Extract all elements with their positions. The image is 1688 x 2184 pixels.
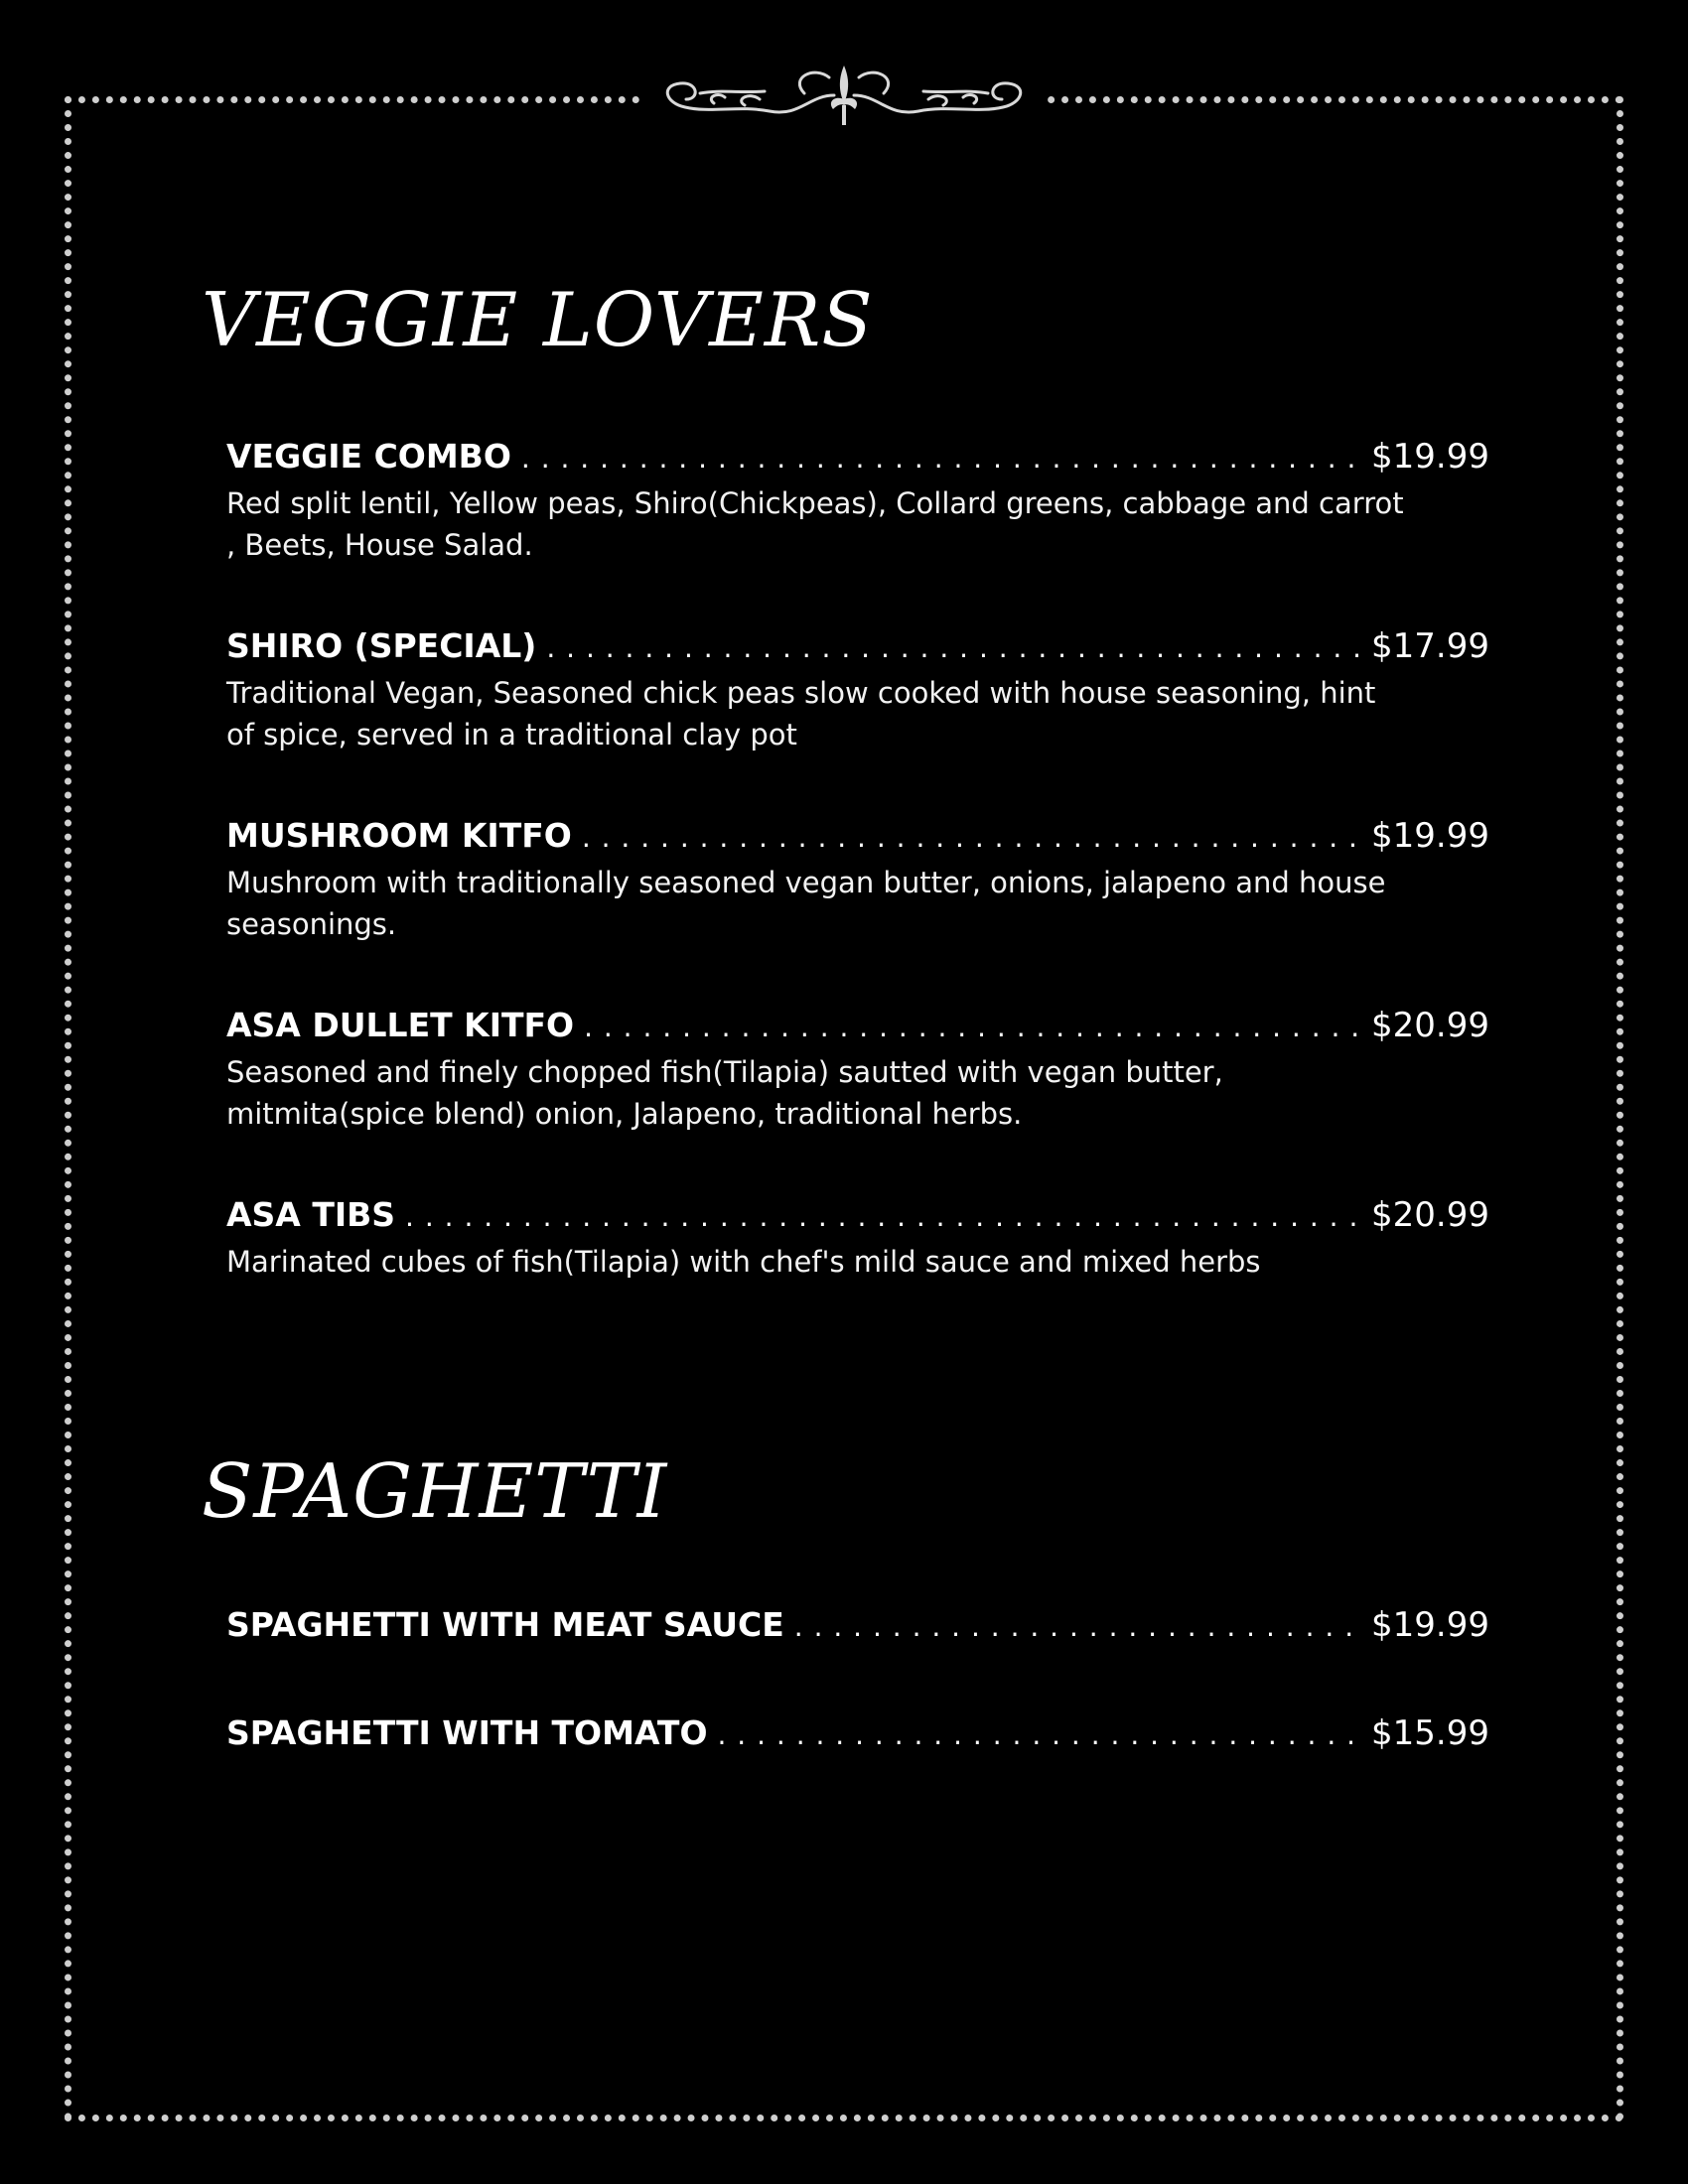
menu-item <box>226 624 1489 755</box>
item-name: SHIRO (SPECIAL) <box>226 626 537 665</box>
item-description: Traditional Vegan, Seasoned chick peas slow cooked with house seasoning, hint of spice, served in a traditional clay pot <box>226 676 1376 751</box>
dot-leader <box>582 816 1361 860</box>
menu-item <box>226 1603 1489 1649</box>
dot-leader <box>584 1006 1361 1049</box>
menu-item <box>226 435 1489 566</box>
item-description: Marinated cubes of fish(Tilapia) with chef's mild sauce and mixed herbs <box>226 1245 1261 1279</box>
item-name: SPAGHETTI WITH MEAT SAUCE <box>226 1605 784 1644</box>
dot-leader <box>405 1195 1361 1239</box>
item-price: $19.99 <box>1371 1605 1489 1645</box>
menu-item <box>226 1004 1489 1135</box>
item-name: SPAGHETTI WITH TOMATO <box>226 1713 708 1752</box>
dot-leader <box>718 1713 1362 1757</box>
menu-item <box>226 1193 1489 1283</box>
item-price: $19.99 <box>1371 437 1489 477</box>
section-title-spaghetti: SPAGHETTI <box>202 1447 668 1535</box>
dot-leader <box>546 626 1361 670</box>
item-price: $17.99 <box>1371 626 1489 666</box>
item-name: VEGGIE COMBO <box>226 437 511 476</box>
item-name: ASA DULLET KITFO <box>226 1006 575 1044</box>
section-title-veggie-lovers: VEGGIE LOVERS <box>202 276 874 363</box>
dot-leader <box>794 1605 1361 1649</box>
item-price: $20.99 <box>1371 1006 1489 1045</box>
item-description: Mushroom with traditionally seasoned vegan butter, onions, jalapeno and house seasonings. <box>226 866 1386 941</box>
item-price: $19.99 <box>1371 816 1489 856</box>
item-name: ASA TIBS <box>226 1195 396 1234</box>
item-description: Seasoned and finely chopped fish(Tilapia) sautted with vegan butter, mitmita(spice blend) onion, Jalapeno, traditional herbs. <box>226 1055 1223 1131</box>
item-price: $20.99 <box>1371 1195 1489 1235</box>
menu-item <box>226 1711 1489 1757</box>
item-name: MUSHROOM KITFO <box>226 816 572 855</box>
item-description: Red split lentil, Yellow peas, Shiro(Chickpeas), Collard greens, cabbage and carrot , Beets, House Salad. <box>226 486 1404 562</box>
dot-leader <box>521 437 1361 480</box>
item-price: $15.99 <box>1371 1713 1489 1753</box>
menu-item <box>226 814 1489 945</box>
scroll-flourish-icon <box>640 56 1048 135</box>
